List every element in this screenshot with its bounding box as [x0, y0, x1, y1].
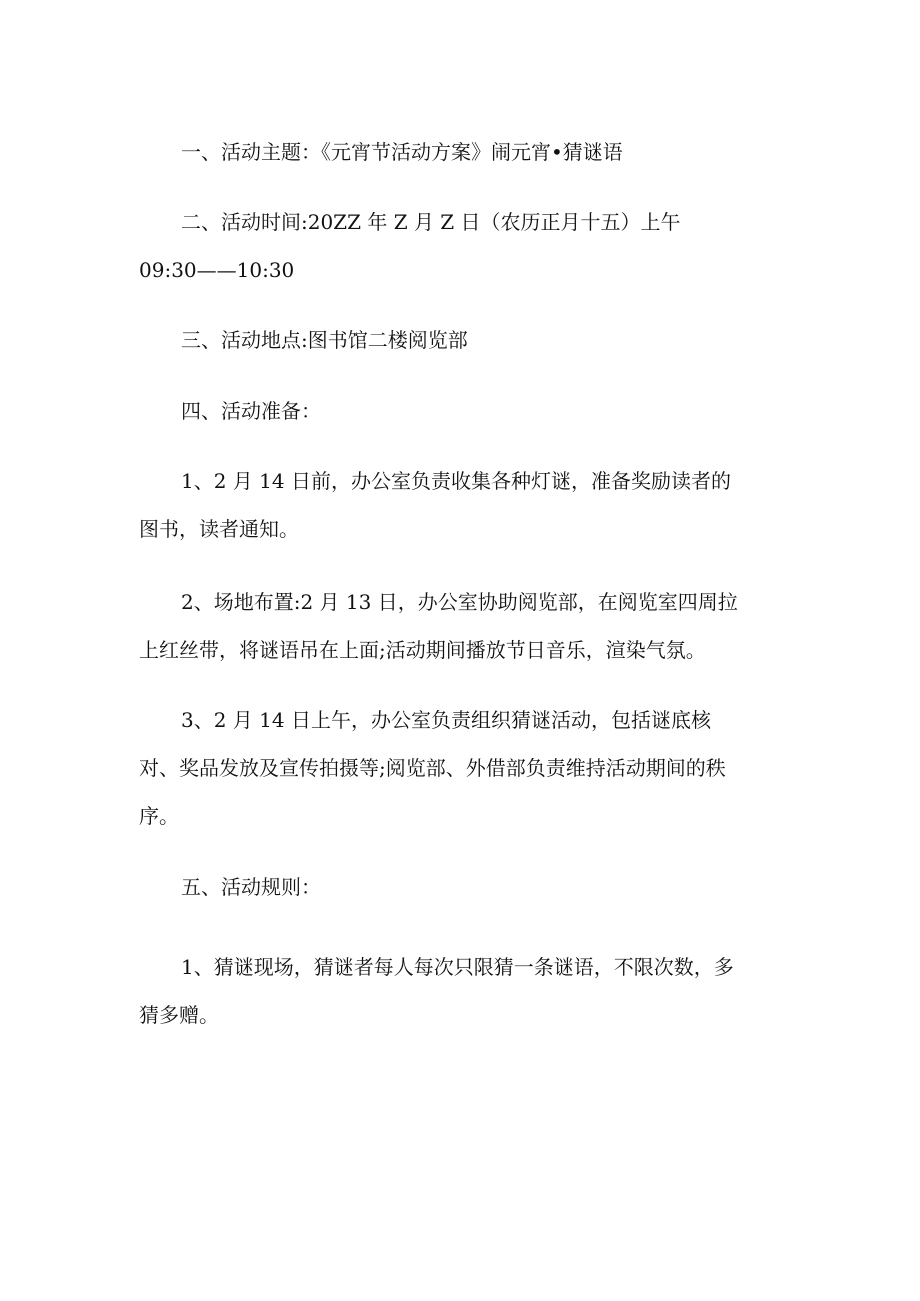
- text-line: 1、2 月 14 日前，办公室负责收集各种灯谜，准备奖励读者的: [181, 469, 731, 493]
- text-line: 2、场地布置:2 月 13 日，办公室协助阅览部，在阅览室四周拉: [181, 590, 738, 614]
- paragraph-theme: [139, 128, 789, 176]
- text-line: 四、活动准备：: [181, 399, 321, 423]
- text-line: 五、活动规则：: [181, 875, 321, 899]
- text-line: 一、活动主题：《元宵节活动方案》闹元宵•猜谜语: [181, 140, 623, 164]
- text-line: 二、活动时间:20ZZ 年 Z 月 Z 日（农历正月十五）上午: [181, 210, 681, 234]
- paragraph-rule-1: [139, 943, 789, 1039]
- text-line: 上红丝带，将谜语吊在上面;活动期间播放节日音乐，渲染气氛。: [139, 638, 706, 662]
- text-line: 序。: [139, 804, 179, 828]
- paragraph-time: [139, 198, 789, 294]
- text-line: 三、活动地点:图书馆二楼阅览部: [181, 328, 468, 352]
- text-line: 1、猜谜现场，猜谜者每人每次只限猜一条谜语，不限次数，多: [181, 955, 734, 979]
- paragraph-rules-heading: [139, 863, 789, 911]
- paragraph-prep-1: [139, 457, 789, 553]
- paragraph-prep-2: [139, 578, 789, 674]
- text-line: 对、奖品发放及宣传拍摄等;阅览部、外借部负责维持活动期间的秩: [139, 756, 726, 780]
- text-line: 猜多赠。: [139, 1003, 219, 1027]
- text-line: 图书，读者通知。: [139, 517, 299, 541]
- text-line: 3、2 月 14 日上午，办公室负责组织猜谜活动，包括谜底核: [181, 708, 711, 732]
- paragraph-location: [139, 316, 789, 364]
- text-line: 09:30——10:30: [139, 258, 295, 282]
- paragraph-prep-3: [139, 696, 789, 840]
- paragraph-preparation-heading: [139, 387, 789, 435]
